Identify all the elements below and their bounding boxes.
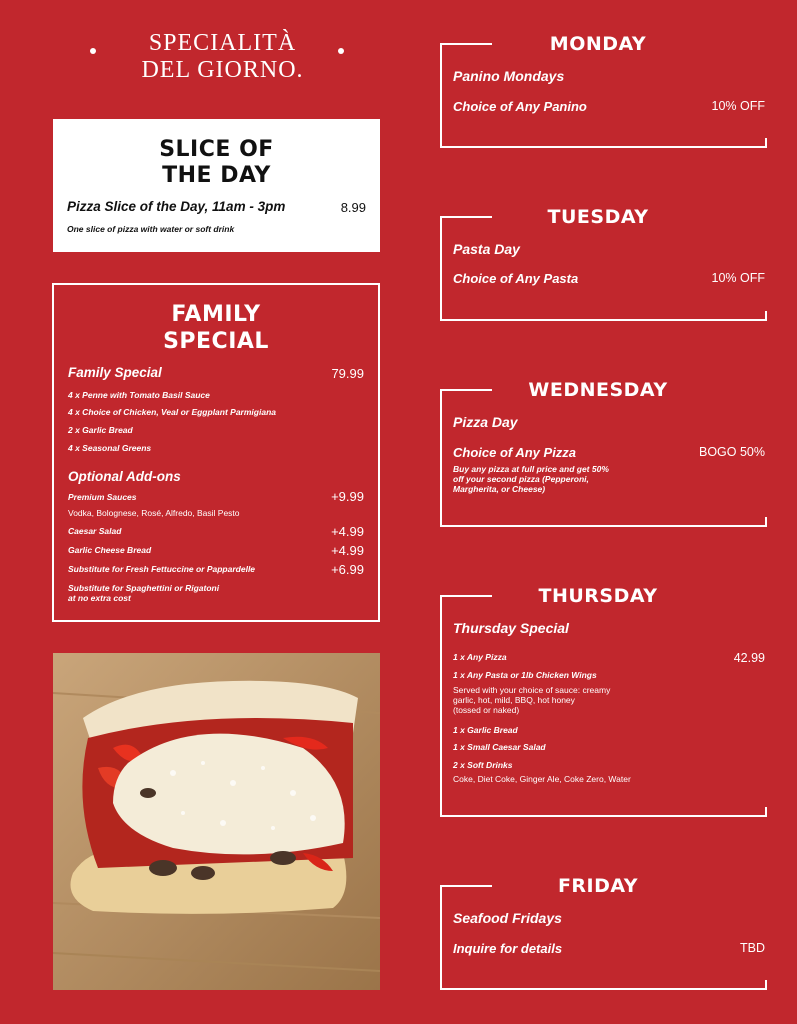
addon-substitute-fresh: Substitute for Fresh Fettuccine or Pappardelle: [68, 564, 256, 574]
tuesday-item: Choice of Any Pasta: [453, 271, 579, 286]
addon-garlic-cheese-bread: Garlic Cheese Bread: [68, 545, 152, 555]
wednesday-item: Choice of Any Pizza: [453, 445, 577, 460]
wednesday-desc-line: Buy any pizza at full price and get 50%: [453, 464, 609, 474]
addon-caesar-salad-price: +4.99: [331, 524, 364, 539]
page-title-line2: DEL GIORNO.: [141, 57, 304, 83]
addon-caesar-salad: Caesar Salad: [68, 526, 122, 536]
monday-price: 10% OFF: [711, 99, 765, 113]
thursday-item: 1 x Garlic Bread: [453, 725, 518, 735]
thursday-drinks: Coke, Diet Coke, Ginger Ale, Coke Zero, Water: [453, 774, 631, 784]
panel-corner-tick: [765, 517, 767, 527]
addon-premium-sauces-price: +9.99: [331, 489, 364, 504]
slice-of-the-day-card: [53, 119, 380, 252]
page-title: [80, 30, 365, 84]
panel-corner-tick: [765, 138, 767, 148]
tuesday-title: TUESDAY: [547, 206, 649, 228]
slice-item-description: One slice of pizza with water or soft drink: [67, 224, 235, 234]
friday-panel: [440, 887, 765, 990]
friday-subtitle: Seafood Fridays: [453, 910, 562, 926]
family-component: 4 x Choice of Chicken, Veal or Eggplant Parmigiana: [68, 407, 276, 417]
tuesday-subtitle: Pasta Day: [453, 241, 520, 257]
panel-corner-tick: [765, 807, 767, 817]
family-title-line2: SPECIAL: [163, 329, 269, 354]
wednesday-desc-line: off your second pizza (Pepperoni,: [453, 474, 589, 484]
monday-item: Choice of Any Panino: [453, 99, 587, 114]
addon-substitute-fresh-price: +6.99: [331, 562, 364, 577]
thursday-item: 1 x Small Caesar Salad: [453, 742, 546, 752]
thursday-price: 42.99: [733, 651, 765, 665]
wednesday-subtitle: Pizza Day: [453, 414, 518, 430]
friday-price: TBD: [740, 941, 765, 955]
addon-garlic-cheese-bread-price: +4.99: [331, 543, 364, 558]
family-component: 4 x Seasonal Greens: [68, 443, 152, 453]
slice-title-line2: THE DAY: [162, 163, 271, 188]
family-component: 2 x Garlic Bread: [68, 425, 133, 435]
page-title-line1: SPECIALITÀ: [148, 30, 297, 56]
friday-item: Inquire for details: [453, 941, 563, 956]
wednesday-title: WEDNESDAY: [528, 379, 668, 401]
slice-item-price: 8.99: [340, 200, 366, 215]
thursday-subtitle: Thursday Special: [453, 620, 569, 636]
sandwich-illustration: [53, 653, 380, 990]
monday-title: MONDAY: [549, 33, 647, 55]
addon-substitute-spaghettini: Substitute for Spaghettini or Rigatoni: [68, 583, 220, 593]
slice-title-line1: SLICE OF: [159, 137, 274, 162]
wednesday-price: BOGO 50%: [699, 445, 765, 459]
sandwich-photo: [53, 653, 380, 990]
family-title-line1: FAMILY: [171, 302, 261, 327]
thursday-item: 1 x Any Pasta or 1lb Chicken Wings: [453, 670, 597, 680]
tuesday-price: 10% OFF: [711, 271, 765, 285]
panel-corner-tick: [765, 311, 767, 321]
thursday-title: THURSDAY: [538, 585, 658, 607]
thursday-sauce-line: (tossed or naked): [453, 705, 520, 715]
slice-item-name: Pizza Slice of the Day, 11am - 3pm: [67, 199, 286, 214]
thursday-item: 1 x Any Pizza: [453, 652, 507, 662]
addons-heading: Optional Add-ons: [68, 469, 181, 484]
panel-corner-tick: [765, 980, 767, 990]
tuesday-panel: [440, 218, 765, 321]
friday-title: FRIDAY: [557, 875, 639, 897]
thursday-sauce-line: Served with your choice of sauce: creamy: [453, 685, 611, 695]
addon-substitute-spaghettini-note: at no extra cost: [68, 593, 131, 603]
family-item-price: 79.99: [331, 366, 364, 381]
family-title: [54, 301, 378, 355]
monday-panel: [440, 45, 765, 148]
monday-subtitle: Panino Mondays: [453, 68, 565, 84]
family-component: 4 x Penne with Tomato Basil Sauce: [68, 390, 210, 400]
thursday-item: 2 x Soft Drinks: [453, 760, 513, 770]
addon-premium-sauces: Premium Sauces: [68, 492, 137, 502]
family-special-card: [52, 283, 380, 622]
slice-title: [53, 137, 380, 189]
thursday-sauce-line: garlic, hot, mild, BBQ, hot honey: [453, 695, 575, 705]
family-item-name: Family Special: [68, 365, 162, 380]
wednesday-desc-line: Margherita, or Cheese): [453, 484, 546, 494]
addon-sauce-options: Vodka, Bolognese, Rosé, Alfredo, Basil Pesto: [68, 508, 240, 518]
